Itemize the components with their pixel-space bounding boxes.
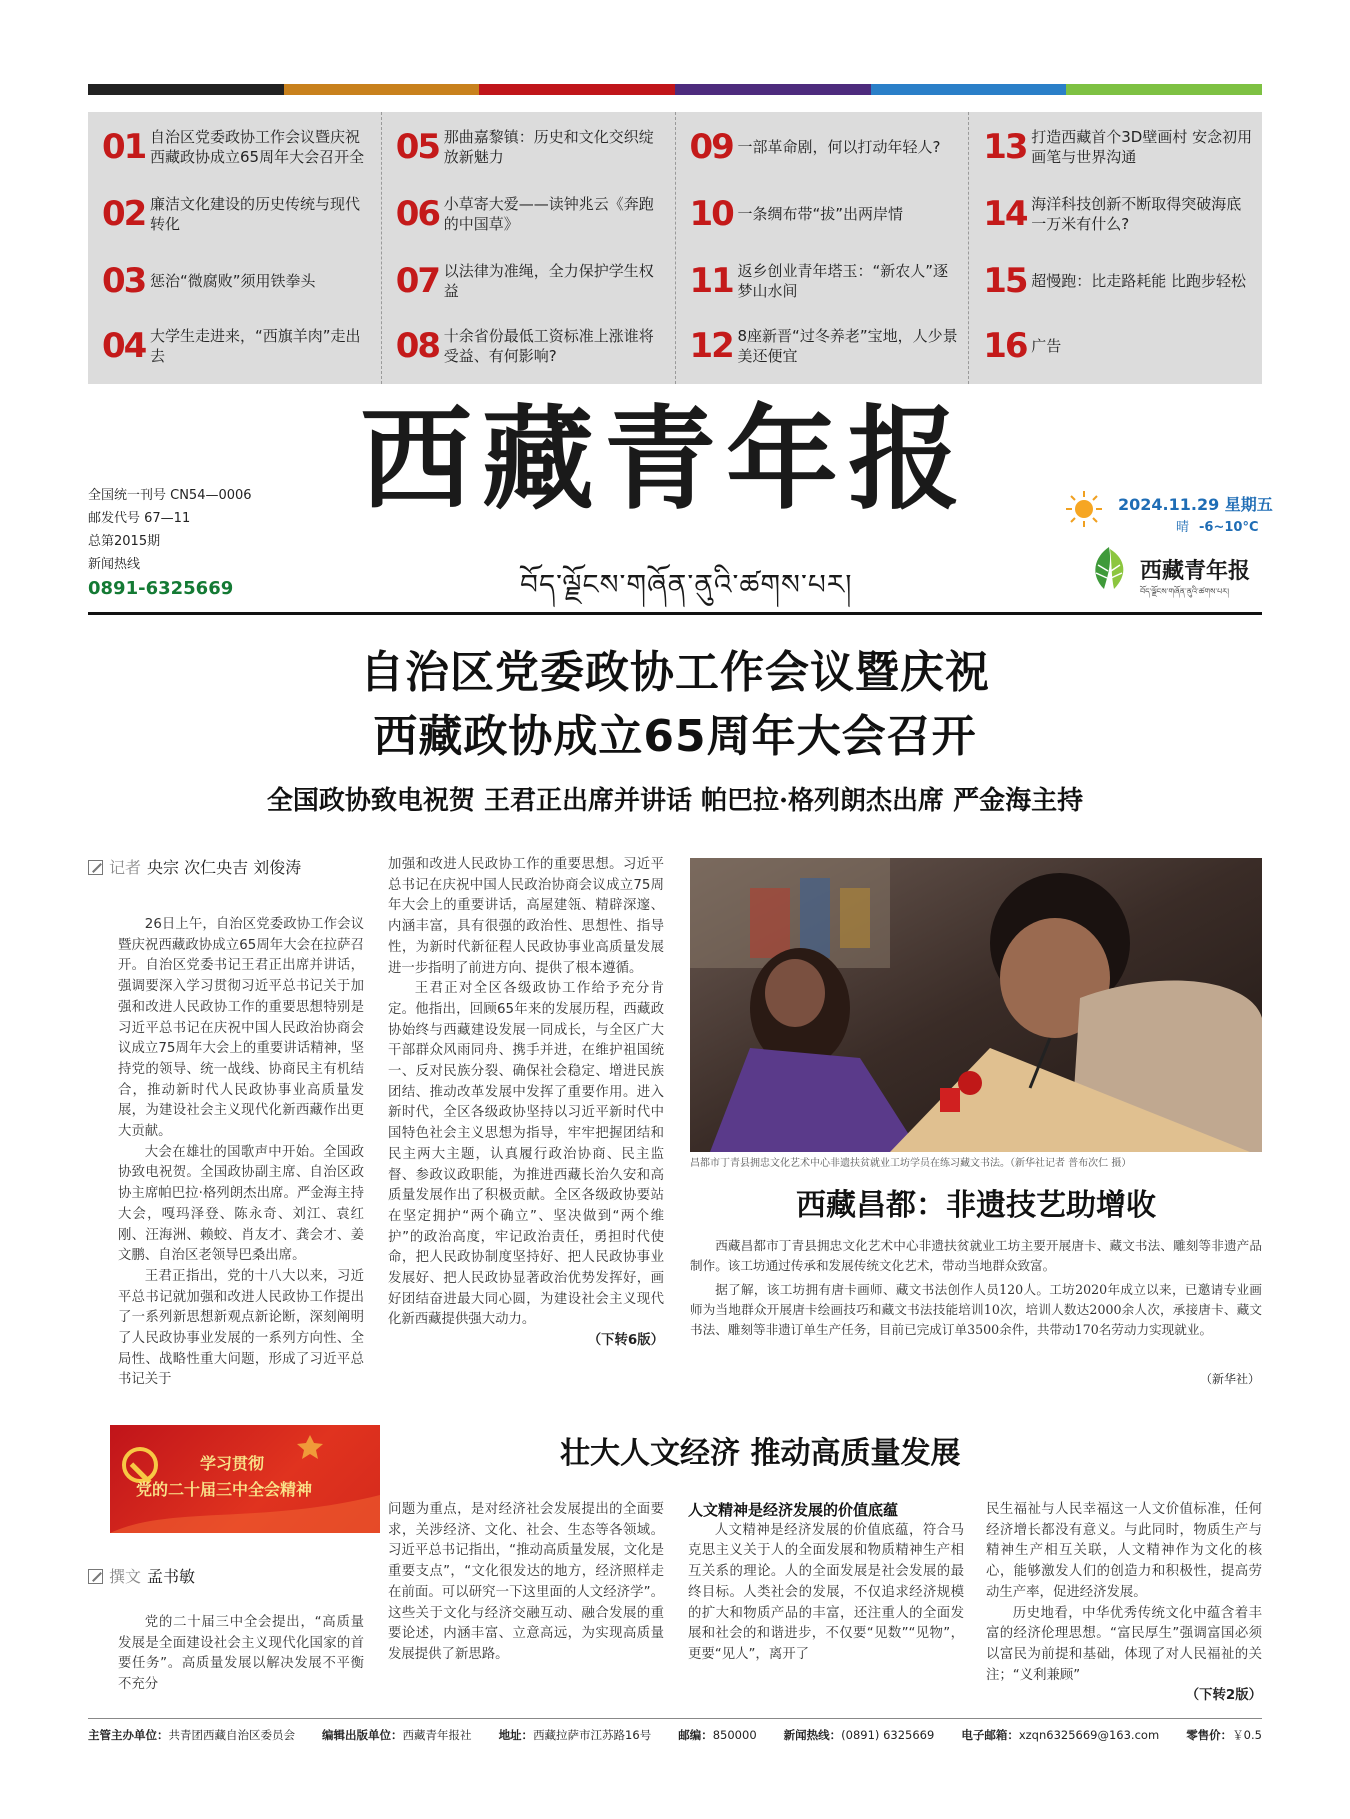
footer-price: 零售价：￥0.5 — [1186, 1728, 1262, 1742]
continued-page-6[interactable]: （下转6版） — [587, 1333, 664, 1349]
color-segment — [871, 84, 1067, 95]
page-index — [88, 112, 1262, 384]
second-column-1: 党的二十届三中全会提出，“高质量发展是全面建设社会主义现代化国家的首要任务”。高质量发展以解决发展不平衡不充分 — [118, 1615, 364, 1693]
index-entry[interactable]: 06 小草寄大爱——读钟兆云《奔跑的中国草》 — [395, 194, 654, 234]
feature-paragraph-2: 据了解，该工坊拥有唐卡画师、藏文书法创作人员120人。工坊2020年成立以来，已邀请专业画师为当地群众开展唐卡绘画技巧和藏文书法技能培训10次，培训人数达2000余人次，承接唐卡、藏文书法、雕刻等非遗订单生产任务，目前已完成订单3500余件，共带动170名劳动力实现就业。 — [690, 1282, 1262, 1337]
lead-byline: 记者 央宗 次仁央吉 刘俊涛 — [88, 855, 301, 878]
feature-headline: 西藏昌都：非遗技艺助增收 — [796, 1188, 1156, 1223]
issn-line: 全国统一刊号 CN54—0006 — [88, 488, 252, 503]
index-entry[interactable]: 10 一条绸布带“拔”出两岸情 — [689, 194, 904, 234]
index-entry[interactable]: 11 返乡创业青年塔玉：“新农人”逐梦山水间 — [689, 261, 949, 301]
photo-caption: 昌都市丁青县拥忠文化艺术中心非遗扶贫就业工坊学员在练习藏文书法。（新华社记者 普布次仁 摄） — [690, 1158, 1132, 1169]
color-segment — [479, 84, 675, 95]
index-entry[interactable]: 08 十余省份最低工资标准上涨谁将受益、有何影响? — [395, 326, 654, 366]
index-entry[interactable]: 02 廉洁文化建设的历史传统与现代转化 — [102, 194, 361, 234]
second-headline: 壮大人文经济 推动高质量发展 — [560, 1436, 961, 1471]
study-banner — [110, 1425, 380, 1533]
footer-publisher: 主管主办单位：共青团西藏自治区委员会 — [88, 1728, 295, 1742]
leaf-logo-icon — [1086, 545, 1132, 595]
temperature: -6~10°C — [1199, 520, 1259, 535]
color-bar — [88, 84, 1262, 95]
feature-paragraph-1: 西藏昌都市丁青县拥忠文化艺术中心非遗扶贫就业工坊主要开展唐卡、藏文书法、雕刻等非遗产品制作。该工坊通过传承和发展传统文化艺术，带动当地群众致富。 — [690, 1238, 1262, 1273]
publication-info — [88, 484, 252, 602]
index-entry[interactable]: 07 以法律为准绳，全力保护学生权益 — [395, 261, 654, 301]
weather-condition: 晴 — [1176, 520, 1190, 535]
footer — [88, 1727, 1262, 1743]
banner-line-2: 党的二十届三中全会精神 — [136, 1480, 313, 1499]
banner-line-1: 学习贯彻 — [200, 1454, 265, 1473]
index-entry[interactable]: 12 8座新晋“过冬养老”宝地，人少景美还便宜 — [689, 326, 958, 366]
lead-column-1: 26日上午，自治区党委政协工作会议暨庆祝西藏政协成立65周年大会在拉萨召开。自治区党委书记王君正出席并讲话，强调要深入学习贯彻习近平总书记关于加强和改进人民政协工作的重要思想特别是习近平总书记在庆祝中国人民政治协商会议成立75周年大会上的重要讲话精神，坚持党的领导、统一战线、协商民主有机结合，推动新时代人民政协事业高质量发展，为建设社会主义现代化新西藏作出更大贡献。 大会在雄壮的国歌声中开始。全国政协致电祝贺。全国政协副主席、自治区政协主席帕巴拉·格列朗杰出席。严金海主持大会，嘎玛泽登、陈永奇、刘江、袁红刚、汪海洲、赖蛟、肖友才、龚会才、姜文鹏、自治区老领导巴桑出席。 王君正指出，党的十八大以来，习近平总书记就加强和改进人民政协工作提出了一系列新思想新观点新论断，深刻阐明了人民政协事业发展的一系列方向性、全局性、战略性重大问题，形成了习近平总书记关于 — [118, 917, 364, 1388]
weather-info — [1176, 516, 1258, 535]
logo-text: 西藏青年报 — [1140, 558, 1251, 584]
index-entry[interactable]: 05 那曲嘉黎镇：历史和文化交织绽放新魅力 — [395, 127, 654, 167]
index-entry[interactable]: 01 自治区党委政协工作会议暨庆祝西藏政协成立65周年大会召开全 — [102, 127, 365, 167]
index-column — [969, 112, 1262, 384]
second-column-3: 人文精神是经济发展的价值底蕴 人文精神是经济发展的价值底蕴，符合马克思主义关于人的全面发展和物质精神生产相互关系的理论。人的全面发展是社会发展的最终目标。人类社会的发展，不仅追求经济规模的扩大和物质产品的丰富，还注重人的全面发展和社会的和谐进步，不仅要“见数”“见物”，更要“见人”，离开了 — [688, 1501, 964, 1662]
second-byline: 撰文 孟书敏 — [88, 1564, 195, 1587]
hotline-label: 新闻热线 — [88, 557, 141, 572]
color-segment — [1066, 84, 1262, 95]
second-column-4: 民生福祉与人民幸福这一人文价值标准，任何经济增长都没有意义。与此同时，物质生产与精神生产相互关联，人文精神作为文化的核心，能够激发人们的创造力和积极性，提高劳动生产率，促进经济发展。 历史地看，中华优秀传统文化中蕴含着丰富的经济伦理思想。“富民厚生”强调富国必须以富民为前提和基础，体现了对人民福祉的关注；“义利兼顾” （下转2版） — [986, 1500, 1262, 1707]
color-segment — [675, 84, 871, 95]
footer-hotline: 新闻热线：(0891) 6325669 — [783, 1728, 935, 1742]
continued-page-2[interactable]: （下转2版） — [1185, 1688, 1262, 1704]
index-column — [382, 112, 676, 384]
index-column — [88, 112, 382, 384]
feature-source: （新华社） — [1200, 1372, 1261, 1386]
hotline-number: 0891-6325669 — [88, 578, 234, 599]
logo-subtext: བོད་ལྗོངས་གཞོན་ནུའི་ཚགས་པར། — [1140, 587, 1229, 596]
pen-icon — [88, 1569, 103, 1584]
footer-divider — [88, 1718, 1262, 1719]
postal-code-line: 邮发代号 67—11 — [88, 511, 191, 526]
second-column-2: 问题为重点，是对经济社会发展提出的全面要求，关涉经济、文化、社会、生态等各领域。习近平总书记指出，“推动高质量发展，文化是重要支点”，“文化很发达的地方，经济照样走在前面。可以研究一下这里面的人文经济学”。这些关于文化与经济交融互动、融合发展的重要论述，内涵丰富、立意高远，为实现高质量发展提供了新思路。 — [388, 1502, 664, 1662]
index-entry[interactable]: 15 超慢跑：比走路耗能 比跑步轻松 — [983, 261, 1247, 301]
lead-headline-line1: 自治区党委政协工作会议暨庆祝 — [360, 647, 990, 698]
index-column — [676, 112, 970, 384]
index-entry[interactable]: 09 一部革命剧，何以打动年轻人? — [689, 127, 941, 167]
sun-icon — [1065, 490, 1103, 532]
pen-icon — [88, 860, 103, 875]
issue-date: 2024.11.29 星期五 — [1118, 495, 1273, 514]
feature-photo — [690, 858, 1262, 1152]
index-entry[interactable]: 03 惩治“微腐败”须用铁拳头 — [102, 261, 316, 301]
lead-column-2: 加强和改进人民政协工作的重要思想。习近平总书记在庆祝中国人民政治协商会议成立75周年大会上的重要讲话，高屋建瓴、精辟深邃、内涵丰富，具有很强的政治性、思想性、指导性，为新时代新征程人民政协事业高质量发展进一步指明了前进方向、提供了根本遵循。 王君正对全区各级政协工作给予充分肯定。他指出，回顾65年来的发展历程，西藏政协始终与西藏建设发展一同成长，与全区广大干部群众风雨同舟、携手并进，在维护祖国统一、反对民族分裂、确保社会稳定、增进民族团结、推动改革发展中发挥了重要作用。进入新时代，全区各级政协坚持以习近平新时代中国特色社会主义思想为指导，牢牢把握团结和民主两大主题，认真履行政治协商、民主监督、参政议政职能，为推进西藏长治久安和高质量发展作出了积极贡献。全区各级政协要站在坚定拥护“两个确立”、坚决做到“两个维护”的政治高度，牢记政治责任，勇担时代使命，把人民政协制度坚持好、把人民政协事业发展好、把人民政协显著政治优势发挥好，画好团结奋进最大同心圆，为建设社会主义现代化新西藏提供强大动力。 （下转6版） — [388, 855, 664, 1352]
color-segment — [284, 84, 480, 95]
tibetan-title: བོད་ལྗོངས་གཞོན་ནུའི་ཚགས་པར། — [520, 568, 853, 601]
index-entry[interactable]: 04 大学生走进来，“西旗羊肉”走出去 — [102, 326, 361, 366]
masthead-divider — [88, 612, 1262, 615]
footer-address: 地址：西藏拉萨市江苏路16号 — [498, 1728, 652, 1742]
index-entry[interactable]: 14 海洋科技创新不断取得突破海底一万米有什么? — [983, 194, 1242, 234]
index-entry[interactable]: 16 广告 — [983, 326, 1062, 366]
newspaper-title: 西藏青年报 — [360, 394, 970, 525]
footer-editor: 编辑出版单位：西藏青年报社 — [322, 1728, 472, 1742]
footer-email[interactable]: 电子邮箱：xzqn6325669@163.com — [961, 1728, 1160, 1742]
index-entry[interactable]: 13 打造西藏首个3D壁画村 安念初用画笔与世界沟通 — [983, 127, 1253, 167]
lead-subheadline: 全国政协致电祝贺 王君正出席并讲话 帕巴拉·格列朗杰出席 严金海主持 — [266, 786, 1084, 816]
footer-zip: 邮编：850000 — [678, 1728, 757, 1742]
section-subheading: 人文精神是经济发展的价值底蕴 — [688, 1501, 899, 1519]
color-segment — [88, 84, 284, 95]
lead-headline-line2: 西藏政协成立65周年大会召开 — [373, 711, 977, 762]
issue-number: 总第2015期 — [88, 534, 161, 549]
